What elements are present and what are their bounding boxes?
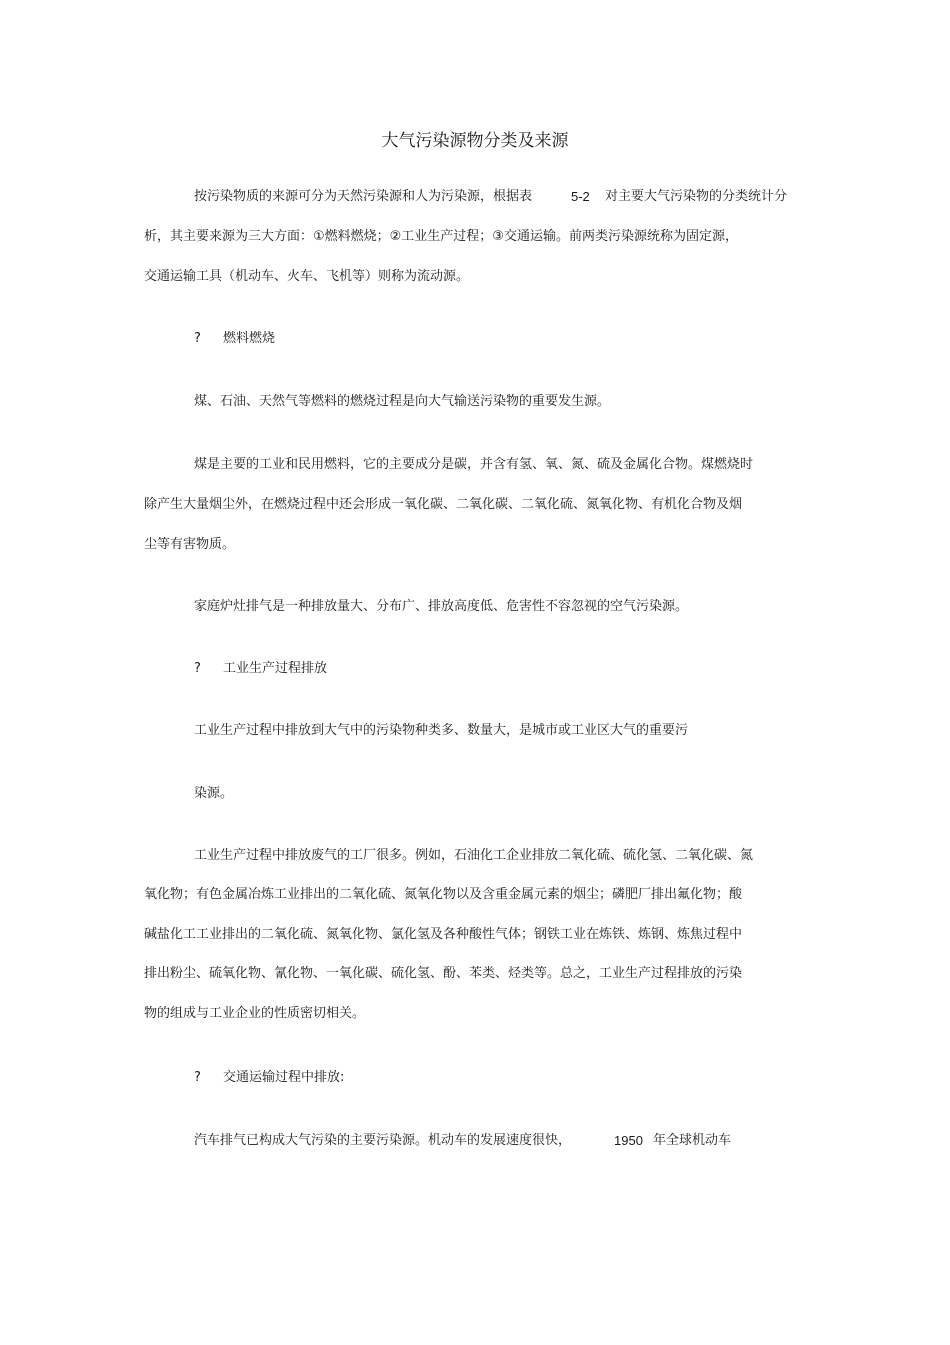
section-3-bullet: ?	[194, 1070, 201, 1085]
paragraph-1-line-3: 交通运输工具（机动车、火车、飞机等）则称为流动源。	[144, 269, 470, 284]
paragraph-6-line-3: 碱盐化工工业排出的二氧化硫、氮氧化物、氯化氢及各种酸性气体；钢铁工业在炼铁、炼钢、炼焦过程中	[144, 927, 743, 942]
paragraph-3-line-1: 煤是主要的工业和民用燃料，它的主要成分是碳，并含有氢、氧、氮、硫及金属化合物。煤燃烧时	[194, 457, 754, 472]
paragraph-2: 煤、石油、天然气等燃料的燃烧过程是向大气输送污染物的重要发生源。	[194, 394, 611, 409]
paragraph-7-year: 1950	[614, 1133, 643, 1148]
paragraph-6-line-5: 物的组成与工业企业的性质密切相关。	[144, 1006, 366, 1021]
paragraph-6-line-2: 氧化物；有色金属冶炼工业排出的二氧化硫、氮氧化物以及含重金属元素的烟尘；磷肥厂排出氟化物；酸	[144, 887, 743, 902]
paragraph-4: 家庭炉灶排气是一种排放量大、分布广、排放高度低、危害性不容忽视的空气污染源。	[194, 599, 689, 614]
paragraph-5-line-2: 染源。	[194, 786, 234, 801]
paragraph-3-line-3: 尘等有害物质。	[144, 537, 236, 552]
paragraph-6-line-1: 工业生产过程中排放废气的工厂很多。例如，石油化工企业排放二氧化硫、硫化氢、二氧化碳、氮	[194, 848, 754, 863]
section-1-heading: 燃料燃烧	[223, 331, 276, 346]
paragraph-1-line-1b: 对主要大气污染物的分类统计分	[605, 189, 788, 204]
paragraph-6-line-4: 排出粉尘、硫氧化物、氰化物、一氧化碳、硫化氢、酚、苯类、烃类等。总之，工业生产过程排放的污染	[144, 966, 743, 981]
section-2-bullet: ?	[194, 661, 201, 676]
paragraph-1-line-2: 析，其主要来源为三大方面：①燃料燃烧；②工业生产过程；③交通运输。前两类污染源统称为固定源，	[144, 229, 738, 244]
section-1-bullet: ?	[194, 331, 201, 346]
paragraph-7-line-1b: 年全球机动车	[653, 1133, 732, 1148]
paragraph-1-table-ref: 5-2	[571, 189, 590, 204]
page-title: 大气污染源物分类及来源	[381, 131, 569, 151]
paragraph-5-line-1: 工业生产过程中排放到大气中的污染物种类多、数量大，是城市或工业区大气的重要污	[194, 723, 689, 738]
paragraph-1-line-1a: 按污染物质的来源可分为天然污染源和人为污染源，根据表	[194, 189, 533, 204]
paragraph-7-line-1a: 汽车排气已构成大气污染的主要污染源。机动车的发展速度很快，	[194, 1133, 572, 1148]
section-3-heading: 交通运输过程中排放:	[223, 1070, 345, 1085]
paragraph-3-line-2: 除产生大量烟尘外，在燃烧过程中还会形成一氧化碳、二氧化碳、二氧化硫、氮氧化物、有机化合物及烟	[144, 497, 743, 512]
section-2-heading: 工业生产过程排放	[223, 661, 328, 676]
